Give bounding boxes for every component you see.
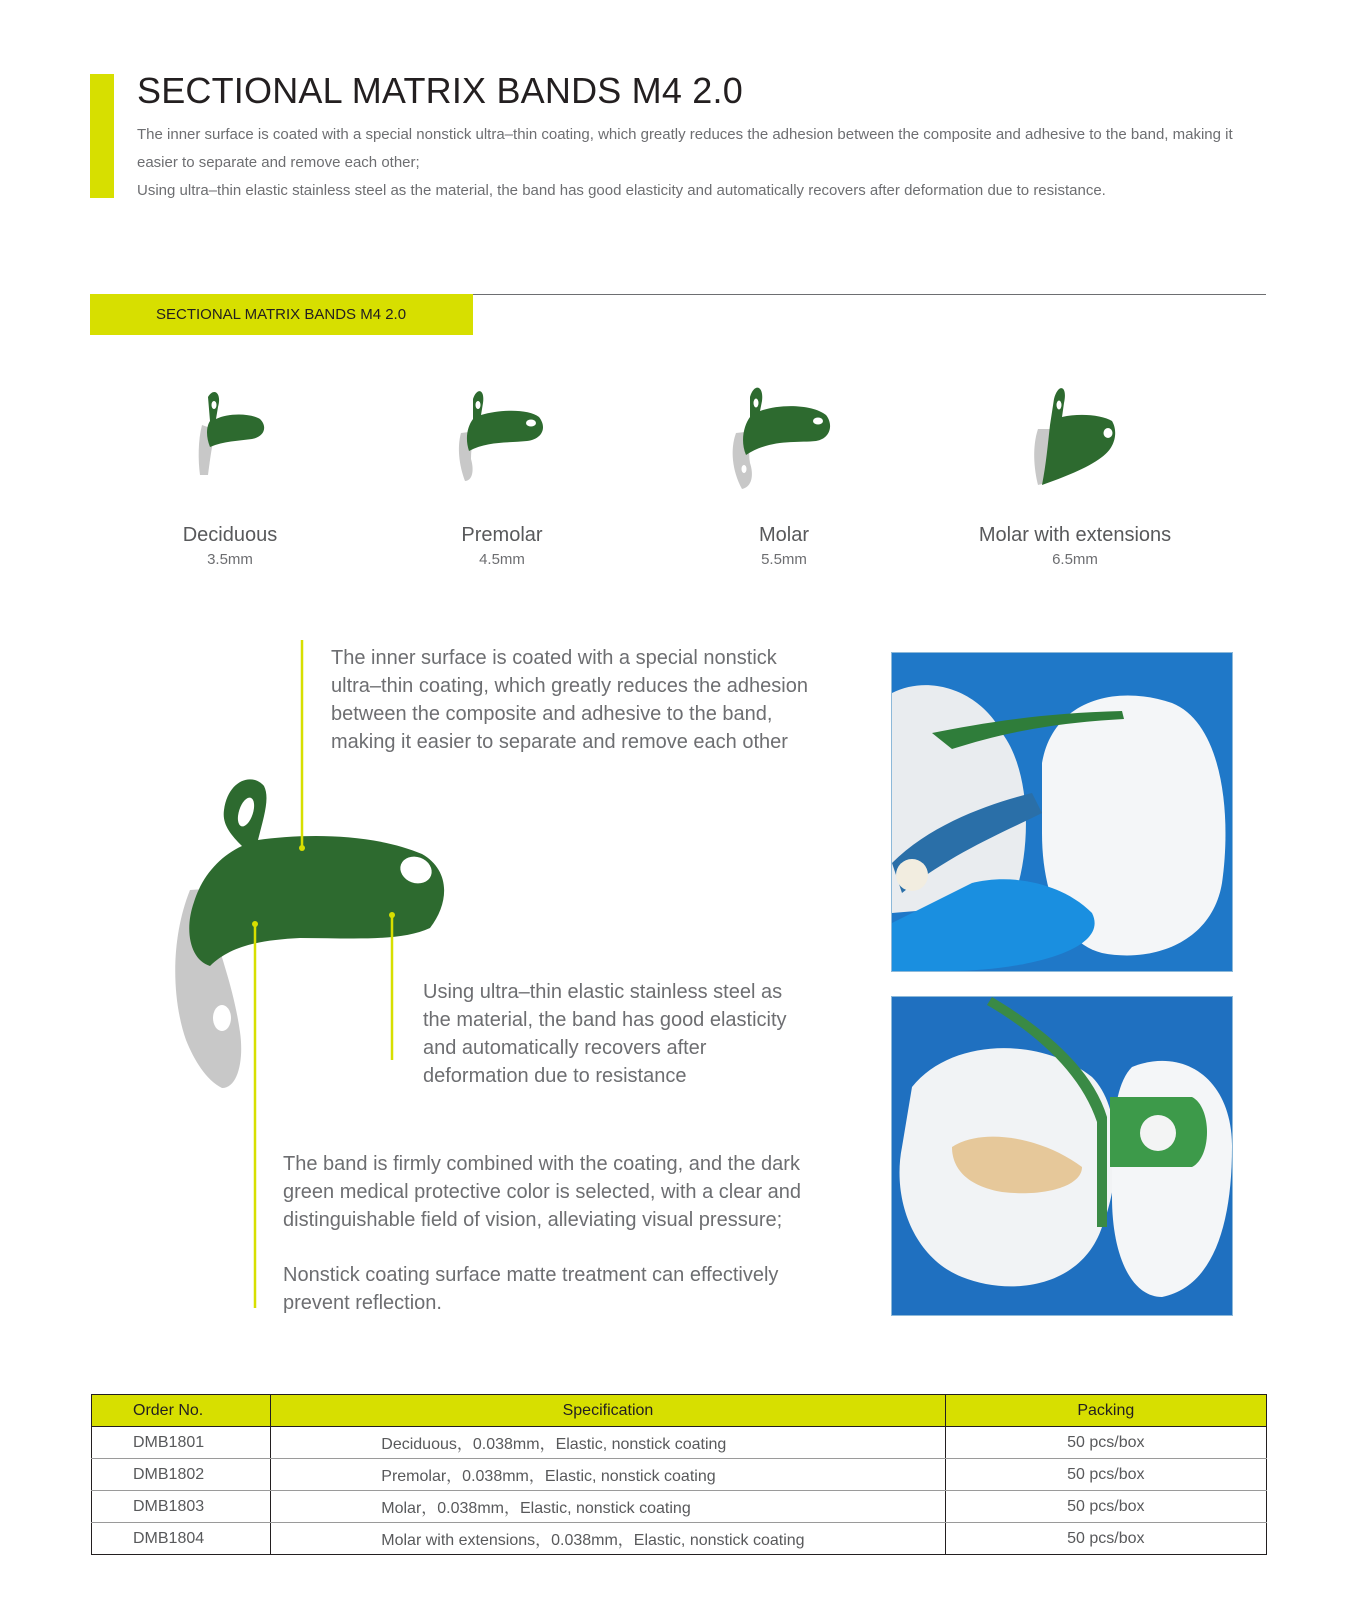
variant-size: 5.5mm <box>761 551 807 568</box>
variant-molar-with-extensions <box>945 385 1205 569</box>
teeth-photo-2-image <box>892 997 1232 1315</box>
packing-cell: 50 pcs/box <box>945 1523 1266 1555</box>
callout-line: The band is firmly combined with the coating, and the dark <box>283 1153 800 1175</box>
variant-molar <box>654 385 914 569</box>
callout-steel <box>423 978 787 1090</box>
variant-size: 3.5mm <box>207 551 253 568</box>
callout-line: Nonstick coating surface matte treatment can effectively <box>283 1264 779 1286</box>
variant-name: Deciduous <box>182 524 278 546</box>
callout-line: between the composite and adhesive to the band, <box>331 703 773 725</box>
variant-name: Molar <box>758 524 809 546</box>
callout-line: The inner surface is coated with a special nonstick <box>331 647 777 669</box>
table-row <box>92 1523 1267 1555</box>
spec-table <box>91 1394 1267 1555</box>
premolar-band-icon <box>447 385 557 495</box>
variant-premolar <box>372 385 632 569</box>
callout-line: ultra–thin coating, which greatly reduces the adhesion <box>331 675 808 697</box>
order-no-cell: DMB1803 <box>92 1491 271 1523</box>
callout-line: prevent reflection. <box>283 1292 442 1314</box>
header-specification: Specification <box>271 1395 945 1427</box>
specification-cell: Molar，0.038mm，Elastic, nonstick coating <box>271 1491 945 1523</box>
order-no-cell: DMB1801 <box>92 1427 271 1459</box>
deciduous-band-icon <box>180 385 280 495</box>
table-header-row <box>92 1395 1267 1427</box>
variant-deciduous <box>100 385 360 569</box>
accent-bar <box>90 74 114 198</box>
table-row <box>92 1459 1267 1491</box>
clinical-photo-2 <box>891 996 1233 1316</box>
specification-cell: Premolar，0.038mm，Elastic, nonstick coating <box>271 1459 945 1491</box>
intro-text <box>137 121 1277 205</box>
callout-line: Using ultra–thin elastic stainless steel as <box>423 981 783 1003</box>
packing-cell: 50 pcs/box <box>945 1491 1266 1523</box>
intro-paragraph-1: The inner surface is coated with a special nonstick ultra–thin coating, which greatly reduces the adhesion between the composite and adhesive to the band, making it easier to separate and remove each other; <box>137 126 1233 171</box>
steel-band-hole-icon <box>213 1005 231 1031</box>
header-order-no: Order No. <box>92 1395 271 1427</box>
table-row <box>92 1491 1267 1523</box>
callout-coating <box>331 644 808 756</box>
callout-line: the material, the band has good elasticity <box>423 1009 787 1031</box>
clinical-photo-1 <box>891 652 1233 972</box>
variant-size: 4.5mm <box>479 551 525 568</box>
callout-line: making it easier to separate and remove each other <box>331 731 788 753</box>
molar-band-icon <box>724 385 844 495</box>
packing-cell: 50 pcs/box <box>945 1459 1266 1491</box>
molar-extensions-band-icon <box>1020 385 1130 495</box>
intro-paragraph-2: Using ultra–thin elastic stainless steel as the material, the band has good elasticity and automatically recovers after deformation due to resistance. <box>137 182 1106 199</box>
callout-matte <box>283 1261 778 1317</box>
callout-line: distinguishable field of vision, alleviating visual pressure; <box>283 1209 783 1231</box>
callout-line: green medical protective color is selected, with a clear and <box>283 1181 802 1203</box>
teeth-photo-1-image <box>892 653 1232 971</box>
packing-cell: 50 pcs/box <box>945 1427 1266 1459</box>
table-row <box>92 1427 1267 1459</box>
callout-line: and automatically recovers after <box>423 1037 707 1059</box>
page-title: SECTIONAL MATRIX BANDS M4 2.0 <box>137 70 743 111</box>
variant-name: Molar with extensions <box>978 524 1172 546</box>
section-tab <box>90 294 473 335</box>
order-no-cell: DMB1802 <box>92 1459 271 1491</box>
header-packing: Packing <box>945 1395 1266 1427</box>
specification-cell: Molar with extensions，0.038mm，Elastic, nonstick coating <box>271 1523 945 1555</box>
section-tab-label: SECTIONAL MATRIX BANDS M4 2.0 <box>156 306 407 323</box>
order-no-cell: DMB1804 <box>92 1523 271 1555</box>
variant-name: Premolar <box>461 524 543 546</box>
callout-line: deformation due to resistance <box>423 1065 687 1087</box>
variant-size: 6.5mm <box>1052 551 1098 568</box>
specification-cell: Deciduous，0.038mm，Elastic, nonstick coating <box>271 1427 945 1459</box>
callout-color <box>283 1150 801 1234</box>
